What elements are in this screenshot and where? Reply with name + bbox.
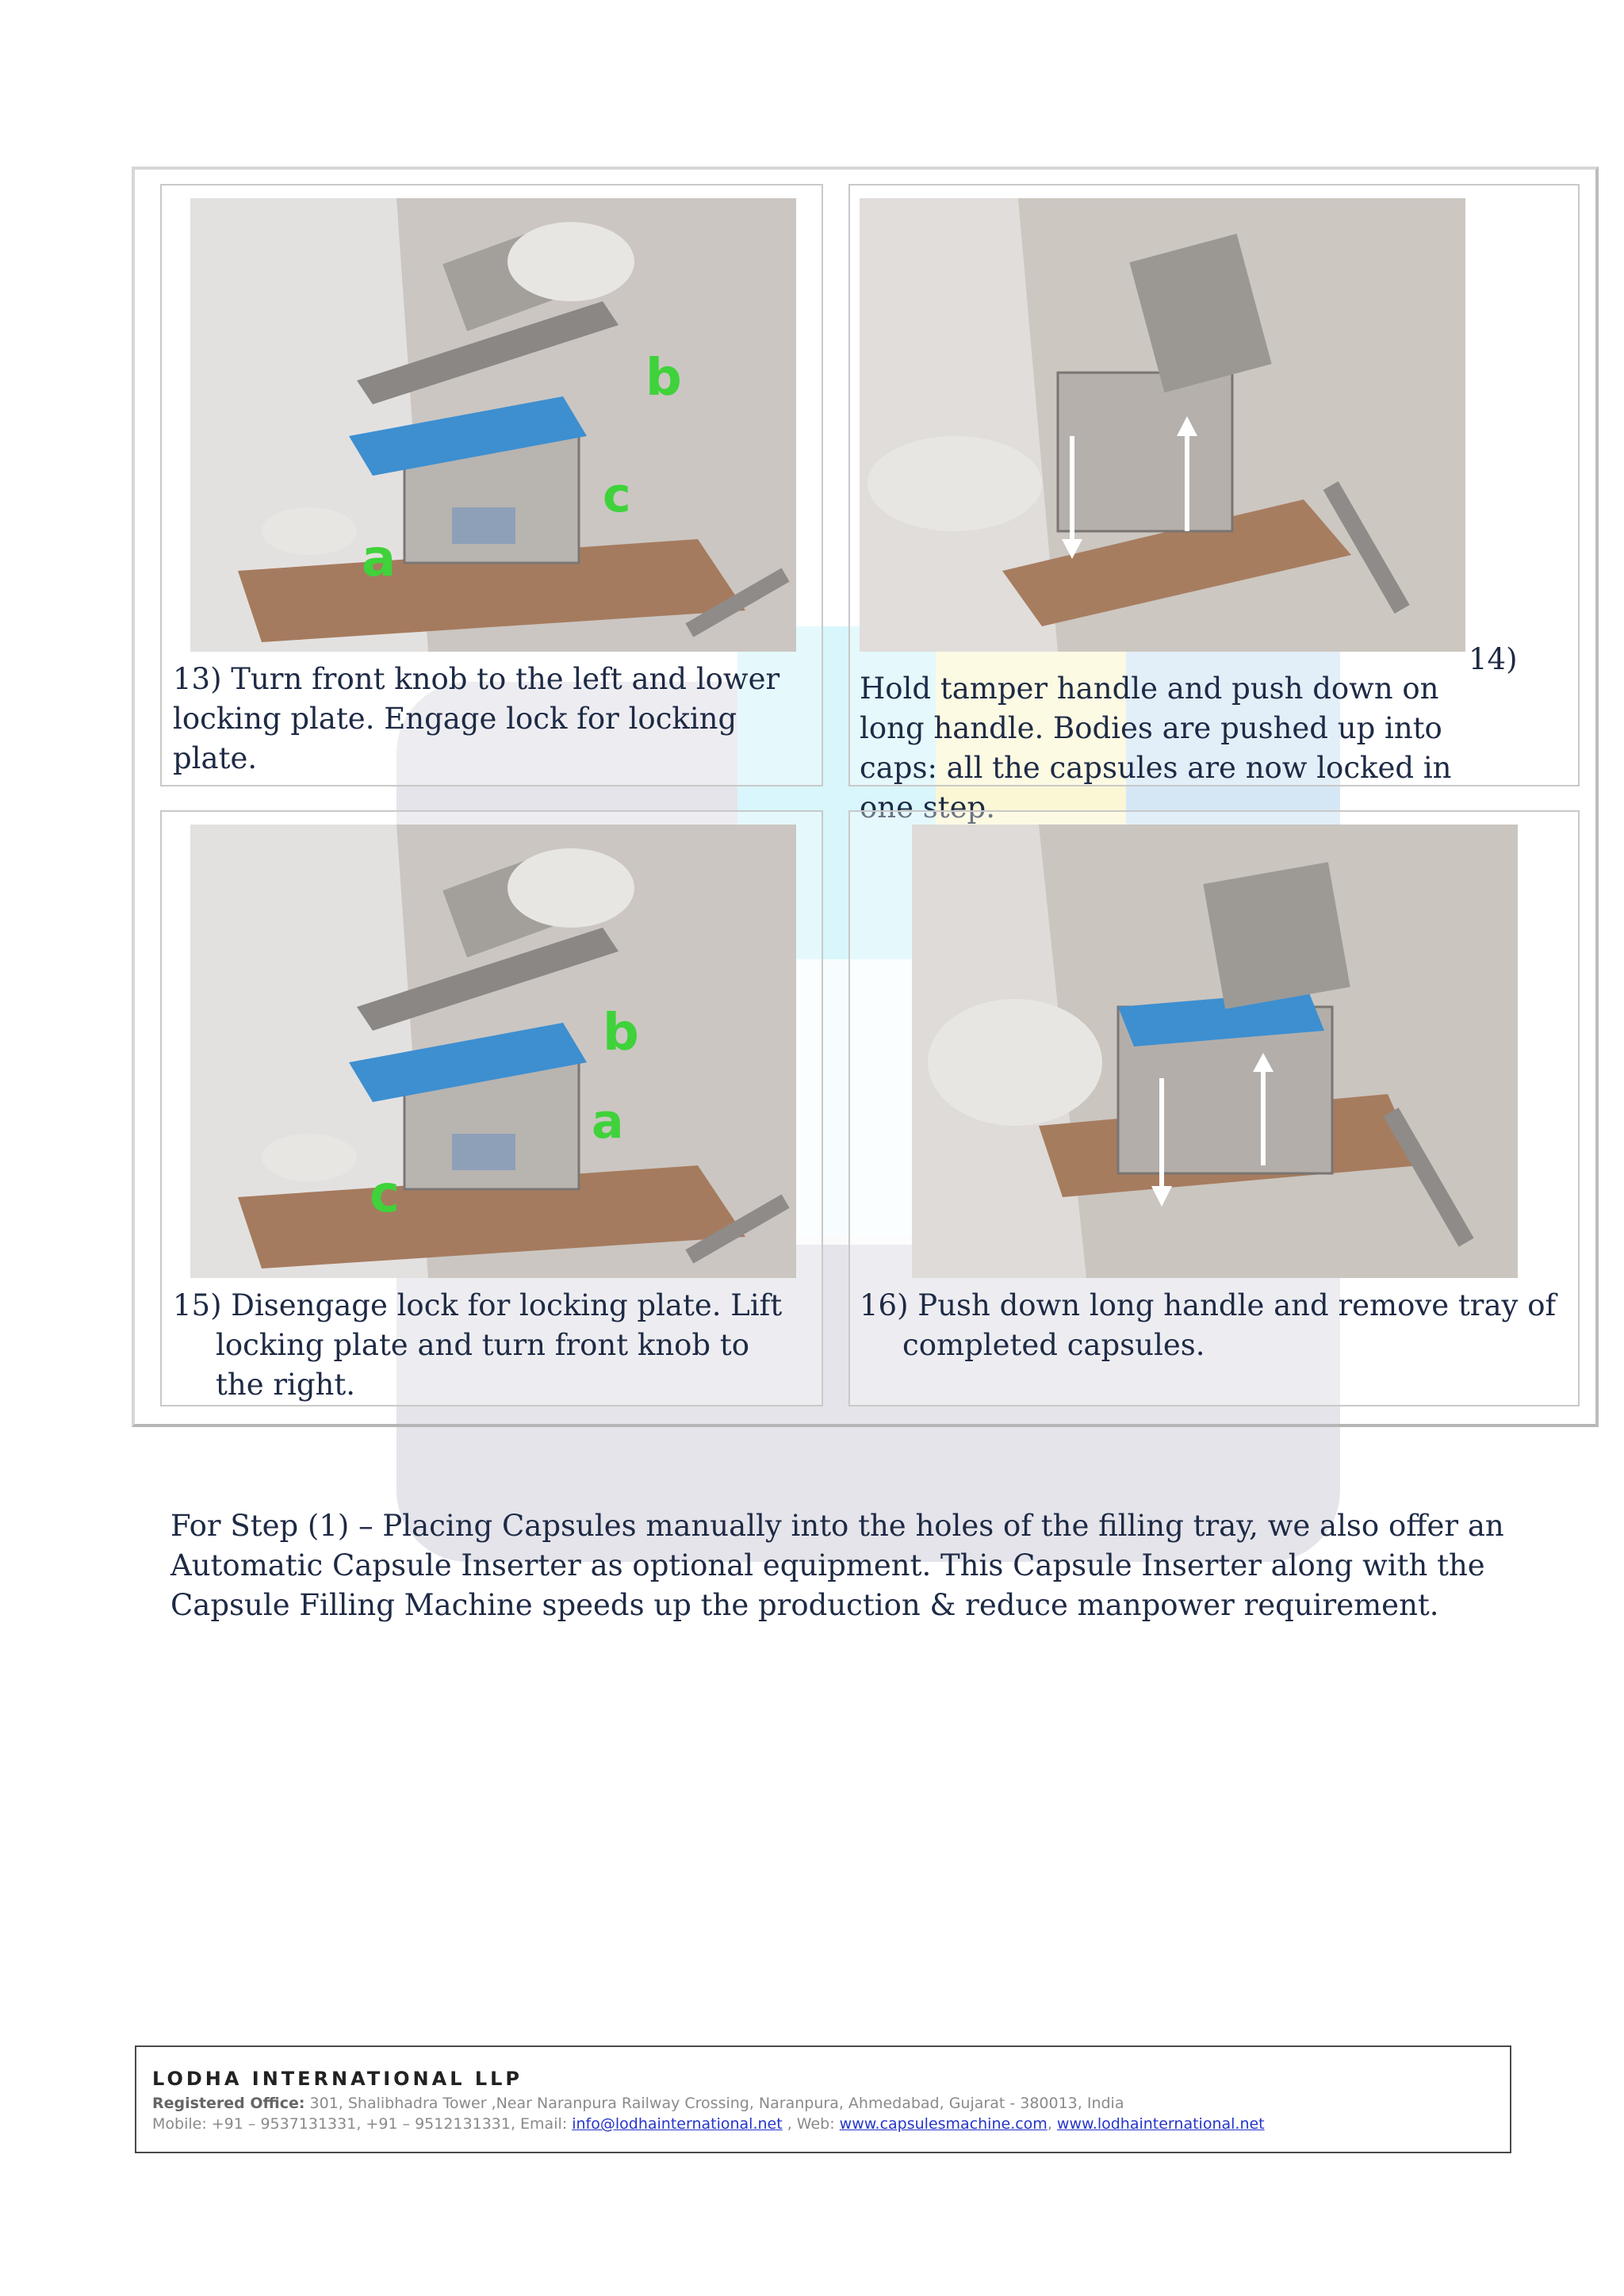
step-15-photo	[190, 825, 796, 1278]
web-link-lodha[interactable]: www.lodhainternational.net	[1056, 2115, 1265, 2133]
office-label: Registered Office:	[152, 2095, 305, 2112]
step-14-photo	[860, 198, 1465, 652]
marker-a: a	[362, 530, 396, 588]
company-footer	[135, 2045, 1511, 2153]
marker-c: c	[603, 468, 631, 523]
marker-a: a	[592, 1094, 624, 1150]
web-separator: ,	[1047, 2115, 1052, 2133]
marker-c: c	[370, 1165, 400, 1224]
web-label: , Web:	[782, 2115, 835, 2133]
step-14-caption	[860, 669, 1494, 828]
steps-table	[132, 166, 1599, 1427]
step-14-text: Hold tamper handle and push down on long handle. Bodies are pushed up into caps: all the capsules are now locked in one step.	[860, 672, 1452, 825]
step-16-caption	[860, 1286, 1584, 1365]
step-14-number: 14)	[1469, 642, 1518, 676]
step-13-text: Turn front knob to the left and lower locking plate. Engage lock for locking plate.	[173, 662, 780, 775]
company-name: LODHA INTERNATIONAL LLP	[152, 2068, 523, 2090]
office-address	[152, 2095, 1124, 2112]
step-15-number: 15)	[173, 1288, 222, 1322]
step-13-cell	[160, 184, 823, 786]
step-16-photo	[912, 825, 1518, 1278]
marker-b: b	[645, 349, 682, 408]
office-address-text: 301, Shalibhadra Tower ,Near Naranpura Railway Crossing, Naranpura, Ahmedabad, Gujarat - 380013, India	[309, 2095, 1124, 2112]
step-13-number: 13)	[173, 662, 222, 696]
step-13-caption	[173, 660, 807, 779]
email-link[interactable]: info@lodhainternational.net	[572, 2115, 783, 2133]
step-16-text: Push down long handle and remove tray of completed capsules.	[902, 1288, 1557, 1362]
web-link-capsulesmachine[interactable]: www.capsulesmachine.com	[839, 2115, 1048, 2133]
contact-line	[152, 2115, 1265, 2133]
step-16-cell	[848, 810, 1580, 1406]
mobile-text: Mobile: +91 – 9537131331, +91 – 9512131331, Email:	[152, 2115, 568, 2133]
step-14-cell	[848, 184, 1580, 825]
marker-b: b	[603, 1004, 639, 1062]
step-13-photo	[190, 198, 796, 652]
step-15-text: Disengage lock for locking plate. Lift locking plate and turn front knob to the right.	[216, 1288, 783, 1402]
step-16-number: 16)	[860, 1288, 909, 1322]
inserter-note: For Step (1) – Placing Capsules manually into the holes of the filling tray, we also offer an Automatic Capsule Inserter as optional equipment. This Capsule Inserter along with the Capsule Filling Machine speeds up the production & reduce manpower requirement.	[170, 1509, 1504, 1622]
step-15-caption	[173, 1286, 802, 1405]
step-15-cell	[160, 810, 823, 1406]
